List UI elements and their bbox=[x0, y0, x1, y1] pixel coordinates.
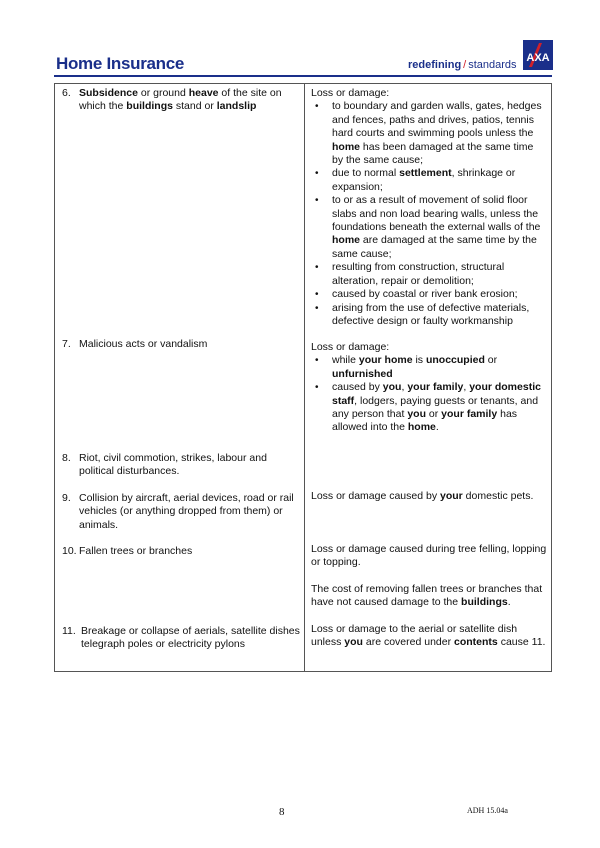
text-run: . bbox=[507, 596, 511, 609]
text-run: to boundary and garden walls, gates, hedges and fences, paths and drives, patios, tennis hard courts and swimming pools unless the bbox=[332, 100, 542, 140]
defined-term: buildings bbox=[126, 100, 173, 113]
text-run: Loss or damage caused by bbox=[311, 490, 440, 502]
tagline-slash: / bbox=[463, 59, 467, 71]
row-11-exclusions bbox=[311, 623, 547, 650]
exclusion-paragraph bbox=[311, 623, 547, 650]
exclusion-intro: Loss or damage: bbox=[311, 87, 390, 99]
exclusion-list bbox=[311, 100, 547, 328]
page-number: 8 bbox=[279, 806, 285, 818]
row-6-exclusions bbox=[311, 87, 547, 328]
defined-term: home bbox=[332, 140, 361, 153]
defined-term: you bbox=[407, 408, 426, 421]
brand-tagline bbox=[408, 59, 517, 71]
document-title: Home Insurance bbox=[56, 54, 185, 73]
text-run: Breakage or collapse of aerials, satellite dishes telegraph poles or electricity pylons bbox=[81, 625, 300, 651]
exclusion-bullet bbox=[311, 100, 547, 167]
exclusion-bullet bbox=[311, 302, 547, 329]
exclusion-bullet bbox=[311, 261, 547, 288]
text-run: are covered under bbox=[362, 636, 455, 649]
defined-term: your bbox=[440, 490, 463, 502]
row-6-peril bbox=[62, 87, 300, 114]
exclusion-paragraph bbox=[311, 543, 547, 570]
defined-term: your family bbox=[441, 408, 498, 421]
row-11-peril bbox=[62, 625, 300, 652]
defined-term: Subsidence bbox=[79, 87, 138, 99]
text-run: of the site on which the bbox=[79, 87, 282, 113]
defined-term: landslip bbox=[216, 100, 257, 113]
text-run: are damaged at the same time by the same cause; bbox=[332, 234, 537, 260]
row-number: 9. bbox=[62, 492, 71, 504]
defined-term: heave bbox=[188, 87, 219, 99]
row-10-exclusions bbox=[311, 543, 547, 610]
exclusion-paragraph bbox=[311, 583, 547, 610]
text-run: Loss or damage to the aerial or satellite dish unless bbox=[311, 623, 518, 649]
text-run: or bbox=[484, 354, 498, 367]
row-9-exclusions bbox=[311, 490, 547, 503]
text-run: domestic pets. bbox=[462, 490, 534, 502]
defined-term: unoccupied bbox=[425, 354, 485, 367]
text-run: due to normal bbox=[332, 167, 400, 180]
text-run: has been damaged at the same time by the same cause; bbox=[332, 140, 534, 167]
defined-term: buildings bbox=[461, 596, 508, 609]
text-run: Fallen trees or branches bbox=[79, 545, 193, 557]
row-number: 8. bbox=[62, 452, 71, 464]
exclusion-list bbox=[311, 354, 547, 434]
exclusion-paragraph bbox=[311, 490, 547, 503]
defined-term: home bbox=[407, 421, 436, 434]
defined-term: home bbox=[332, 234, 361, 247]
peril-text bbox=[79, 492, 300, 532]
row-7-peril bbox=[62, 338, 300, 351]
row-10-peril bbox=[62, 545, 300, 558]
text-run: to or as a result of movement of solid floor slabs and non load bearing walls, unless the foundations beneath the external walls of the bbox=[332, 194, 541, 234]
paragraph-gap bbox=[311, 570, 547, 583]
row-9-peril bbox=[62, 492, 300, 532]
exclusion-paras bbox=[311, 490, 547, 503]
text-run: caused by bbox=[332, 381, 383, 394]
defined-term: your family bbox=[407, 381, 464, 394]
row-7-exclusions bbox=[311, 341, 547, 435]
text-run: The cost of removing fallen trees or branches that have not caused damage to the bbox=[311, 582, 543, 609]
text-run: Loss or damage caused during tree felling, lopping or topping. bbox=[311, 543, 547, 569]
exclusion-intro: Loss or damage: bbox=[311, 341, 390, 353]
tagline-redefining: redefining bbox=[408, 59, 462, 71]
row-number: 10. bbox=[62, 545, 77, 557]
text-run: , bbox=[401, 381, 408, 394]
peril-text bbox=[79, 338, 300, 351]
defined-term: your domestic staff bbox=[332, 381, 541, 407]
exclusion-bullet bbox=[311, 354, 547, 381]
peril-text bbox=[81, 625, 300, 652]
peril-text bbox=[79, 452, 300, 479]
exclusion-bullet bbox=[311, 381, 547, 435]
axa-logo bbox=[523, 40, 553, 70]
text-run: . bbox=[435, 421, 439, 434]
column-divider bbox=[304, 83, 305, 672]
defined-term: you bbox=[344, 636, 363, 649]
defined-term: unfurnished bbox=[332, 367, 393, 380]
text-run: arising from the use of defective materials, defective design or faulty workmanship bbox=[332, 301, 530, 327]
defined-term: contents bbox=[454, 636, 498, 649]
text-run: stand or bbox=[172, 100, 217, 113]
row-number: 6. bbox=[62, 87, 71, 99]
text-run: is bbox=[412, 354, 426, 367]
exclusion-bullet bbox=[311, 194, 547, 261]
row-number: 11. bbox=[62, 625, 76, 637]
text-run: has allowed into the bbox=[332, 408, 518, 434]
text-run: , lodgers, paying guests or tenants, and any person that bbox=[332, 394, 539, 421]
exclusion-paras bbox=[311, 623, 547, 650]
text-run: or ground bbox=[137, 87, 189, 99]
defined-term: settlement bbox=[399, 167, 452, 180]
defined-term: your home bbox=[358, 354, 413, 367]
text-run: , shrinkage or expansion; bbox=[332, 167, 516, 193]
document-code: ADH 15.04a bbox=[467, 806, 508, 815]
peril-text bbox=[79, 87, 300, 114]
axa-logo-text: AXA bbox=[526, 52, 550, 64]
text-run: cause 11. bbox=[497, 636, 546, 649]
exclusion-bullet bbox=[311, 288, 547, 301]
text-run: while bbox=[332, 354, 359, 367]
text-run: caused by coastal or river bank erosion; bbox=[332, 288, 518, 301]
text-run: Malicious acts or vandalism bbox=[79, 338, 208, 350]
row-8-peril bbox=[62, 452, 300, 479]
text-run: or bbox=[425, 408, 442, 421]
tagline-standards: standards bbox=[468, 59, 517, 71]
defined-term: you bbox=[382, 381, 402, 394]
exclusion-bullet bbox=[311, 167, 547, 194]
peril-text bbox=[79, 545, 300, 558]
exclusion-paras bbox=[311, 543, 547, 610]
text-run: Riot, civil commotion, strikes, labour and political disturbances. bbox=[79, 452, 267, 478]
text-run: Collision by aircraft, aerial devices, road or rail vehicles (or anything dropped from them) or animals. bbox=[79, 492, 294, 531]
row-number: 7. bbox=[62, 338, 71, 350]
text-run: resulting from construction, structural alteration, repair or demolition; bbox=[332, 261, 505, 287]
text-run: , bbox=[463, 381, 470, 394]
header-rule bbox=[54, 75, 552, 77]
